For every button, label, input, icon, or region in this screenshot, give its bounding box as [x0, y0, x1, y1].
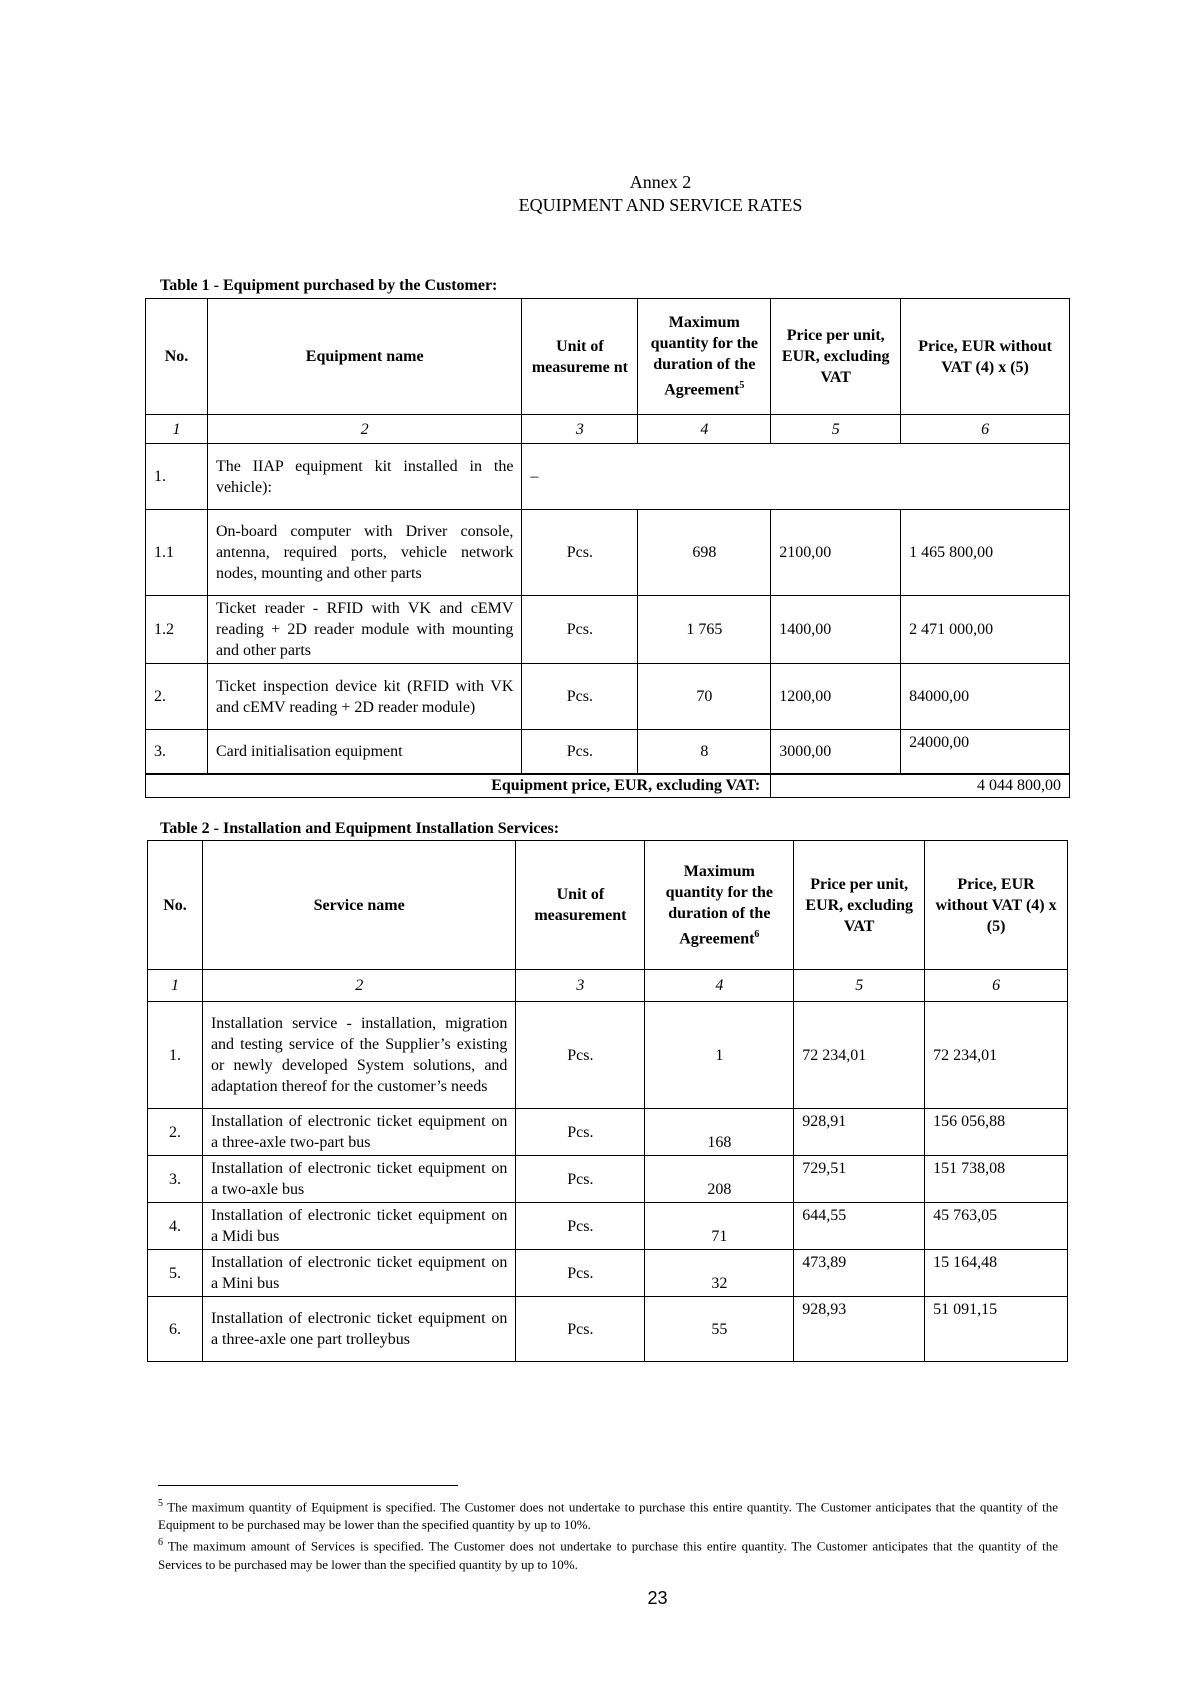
index-cell: 3	[516, 970, 645, 1002]
row-unit: Pcs.	[516, 1002, 645, 1109]
row-qty: 1	[645, 1002, 794, 1109]
footnotes	[158, 1495, 1058, 1574]
header-service-name: Service name	[202, 841, 515, 970]
row-qty: 208	[645, 1156, 794, 1203]
header-no: No.	[148, 841, 203, 970]
table-row	[148, 1109, 1068, 1156]
row-unit: Pcs.	[516, 1297, 645, 1362]
row-price: 151 738,08	[925, 1156, 1068, 1203]
row-unit: Pcs.	[516, 1250, 645, 1297]
page-title: EQUIPMENT AND SERVICE RATES	[518, 195, 803, 215]
row-unit: Pcs.	[516, 1156, 645, 1203]
header-price: Price, EUR without VAT (4) x (5)	[901, 299, 1070, 415]
row-name: Ticket reader - RFID with VK and cEMV reading + 2D reader module with mounting and other parts	[207, 596, 521, 664]
table-row	[148, 1297, 1068, 1362]
row-name: The IIAP equipment kit installed in the vehicle):	[207, 444, 521, 510]
index-cell: 6	[925, 970, 1068, 1002]
row-no: 2.	[148, 1109, 203, 1156]
row-qty: 70	[638, 664, 771, 730]
row-unit-price: 1400,00	[771, 596, 901, 664]
row-name: On-board computer with Driver console, antenna, required ports, vehicle network nodes, mounting and other parts	[207, 510, 521, 596]
footnote-ref-6[interactable]: 6	[754, 928, 760, 940]
row-name: Installation of electronic ticket equipment on a three-axle two-part bus	[202, 1109, 515, 1156]
row-no: 3.	[148, 1156, 203, 1203]
row-unit-price: 644,55	[794, 1203, 925, 1250]
table-row	[148, 1156, 1068, 1203]
row-no: 1.1	[146, 510, 208, 596]
row-unit: Pcs.	[522, 510, 638, 596]
index-cell: 5	[771, 415, 901, 444]
header-equipment-name: Equipment name	[207, 299, 521, 415]
row-qty: 698	[638, 510, 771, 596]
row-name: Installation of electronic ticket equipment on a Mini bus	[202, 1250, 515, 1297]
row-name: Card initialisation equipment	[207, 730, 521, 774]
index-cell: 4	[638, 415, 771, 444]
header-max-qty: Maximum quantity for the duration of the Agreement$^5$	[638, 299, 771, 415]
row-qty: 55	[645, 1297, 794, 1362]
index-cell: 4	[645, 970, 794, 1002]
index-cell: 5	[794, 970, 925, 1002]
row-name: Installation service - installation, migration and testing service of the Supplier’s existing or newly developed System solutions, and adaptation thereof for the customer’s needs	[202, 1002, 515, 1109]
row-unit-price: 1200,00	[771, 664, 901, 730]
row-name: Installation of electronic ticket equipment on a two-axle bus	[202, 1156, 515, 1203]
row-no: 1.	[146, 444, 208, 510]
table1-total-row	[146, 774, 1070, 798]
row-unit: –	[522, 444, 1070, 510]
header-unit: Unit of measurement	[516, 841, 645, 970]
row-no: 3.	[146, 730, 208, 774]
row-no: 2.	[146, 664, 208, 730]
row-unit: Pcs.	[522, 596, 638, 664]
row-unit: Pcs.	[516, 1109, 645, 1156]
row-qty: 8	[638, 730, 771, 774]
row-qty: 1 765	[638, 596, 771, 664]
row-unit-price: 928,91	[794, 1109, 925, 1156]
footnote-5: $^5$ The maximum quantity of Equipment is specified. The Customer does not undertake to purchase this entire quantity. The Customer anticipates that the quantity of the Equipment to be purchased may be lower than the specified quantity by up to 10%.	[158, 1498, 1059, 1533]
table1-caption: Table 1 - Equipment purchased by the Customer:	[160, 277, 498, 294]
index-cell: 2	[207, 415, 521, 444]
row-qty: 32	[645, 1250, 794, 1297]
row-qty: 168	[645, 1109, 794, 1156]
row-unit: Pcs.	[522, 664, 638, 730]
row-no: 6.	[148, 1297, 203, 1362]
row-unit-price: 928,93	[794, 1297, 925, 1362]
row-price: 2 471 000,00	[901, 596, 1070, 664]
row-name: Ticket inspection device kit (RFID with VK and cEMV reading + 2D reader module)	[207, 664, 521, 730]
row-unit: Pcs.	[516, 1203, 645, 1250]
row-price: 84000,00	[901, 664, 1070, 730]
table-row	[148, 1002, 1068, 1109]
row-unit-price: 729,51	[794, 1156, 925, 1203]
index-cell: 1	[148, 970, 203, 1002]
row-name: Installation of electronic ticket equipment on a three-axle one part trolleybus	[202, 1297, 515, 1362]
table1-header-row	[146, 299, 1070, 415]
row-price: 15 164,48	[925, 1250, 1068, 1297]
row-price: 51 091,15	[925, 1297, 1068, 1362]
equipment-table	[145, 298, 1070, 798]
table2-header-row	[148, 841, 1068, 970]
row-unit: Pcs.	[522, 730, 638, 774]
row-price: 72 234,01	[925, 1002, 1068, 1109]
services-table	[147, 840, 1068, 1362]
row-price: 156 056,88	[925, 1109, 1068, 1156]
index-cell: 6	[901, 415, 1070, 444]
page-number: 23	[647, 1588, 668, 1608]
row-price: 1 465 800,00	[901, 510, 1070, 596]
header-unit: Unit of measureme nt	[522, 299, 638, 415]
index-cell: 2	[202, 970, 515, 1002]
header-unit-price: Price per unit, EUR, excluding VAT	[771, 299, 901, 415]
row-name: Installation of electronic ticket equipment on a Midi bus	[202, 1203, 515, 1250]
total-value: 4 044 800,00	[771, 774, 1070, 798]
row-unit-price: 473,89	[794, 1250, 925, 1297]
footnote-ref-5[interactable]: 5	[739, 380, 745, 392]
table2-index-row	[148, 970, 1068, 1002]
table-row	[148, 1203, 1068, 1250]
row-unit-price: 2100,00	[771, 510, 901, 596]
row-price: 24000,00	[901, 730, 1070, 774]
footnote-6: $^6$ The maximum amount of Services is specified. The Customer does not undertake to purchase this entire quantity. The Customer anticipates that the quantity of the Services to be purchased may be lower than the specified quantity by up to 10%.	[158, 1537, 1059, 1572]
index-cell: 3	[522, 415, 638, 444]
table-row	[146, 730, 1070, 774]
title-block	[0, 171, 1191, 217]
row-price: 45 763,05	[925, 1203, 1068, 1250]
row-no: 5.	[148, 1250, 203, 1297]
table-row	[146, 664, 1070, 730]
header-unit-price: Price per unit, EUR, excluding VAT	[794, 841, 925, 970]
annex-label: Annex 2	[629, 172, 692, 192]
total-label: Equipment price, EUR, excluding VAT:	[146, 774, 771, 798]
row-no: 1.	[148, 1002, 203, 1109]
table2-caption: Table 2 - Installation and Equipment Installation Services:	[160, 820, 560, 837]
header-no: No.	[146, 299, 208, 415]
header-price: Price, EUR without VAT (4) x (5)	[925, 841, 1068, 970]
row-unit-price: 72 234,01	[794, 1002, 925, 1109]
header-max-qty: Maximum quantity for the duration of the Agreement$^6$	[645, 841, 794, 970]
table-row	[146, 510, 1070, 596]
table-row	[146, 596, 1070, 664]
index-cell: 1	[146, 415, 208, 444]
row-unit-price: 3000,00	[771, 730, 901, 774]
row-no: 1.2	[146, 596, 208, 664]
row-qty: 71	[645, 1203, 794, 1250]
table1-index-row	[146, 415, 1070, 444]
table-row	[148, 1250, 1068, 1297]
table-row	[146, 444, 1070, 510]
row-no: 4.	[148, 1203, 203, 1250]
footnote-divider	[158, 1485, 458, 1486]
